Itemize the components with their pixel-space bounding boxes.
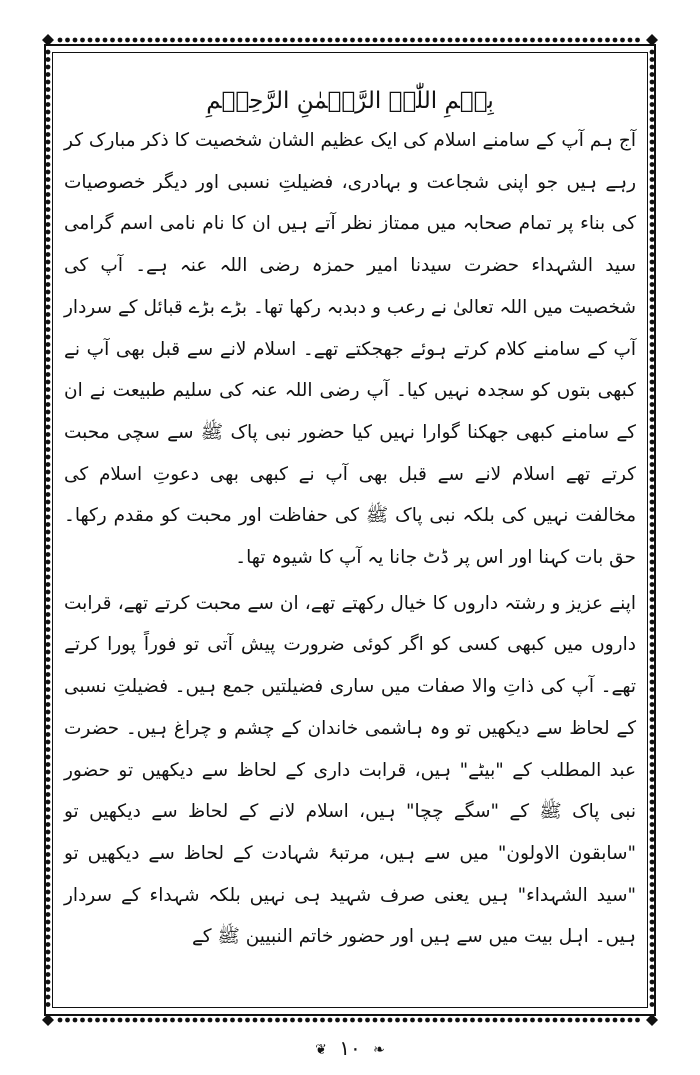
page-number: ۱۰ <box>339 1036 361 1060</box>
paragraph-1: آج ہم آپ کے سامنے اسلام کی ایک عظیم الشان شخصیت کا ذکر مبارک کر رہے ہیں جو اپنی شجاعت و بہادری، فضیلتِ نسبی اور دیگر خصوصیات کی بناء پر تمام صحابہ میں ممتاز نظر آتے ہیں ان کا نام نامی اسم گرامی سید الشہداء حضرت سیدنا امیر حمزہ رضی اللہ عنہ ہے۔ آپ کی شخصیت میں اللہ تعالیٰ نے رعب و دبدبہ رکھا تھا۔ بڑے بڑے قبائل کے سردار آپ کے سامنے کلام کرتے ہوئے جھجکتے تھے۔ اسلام لانے سے قبل بھی آپ نے کبھی بتوں کو سجدہ نہیں کیا۔ آپ رضی اللہ عنہ کی سلیم طبیعت نے ان کے سامنے کبھی جھکنا گوارا نہیں کیا حضور نبی پاک ﷺ سے سچی محبت کرتے تھے اسلام لانے سے قبل بھی آپ نے کبھی بھی دعوتِ اسلام کی مخالفت نہیں کی بلکہ نبی پاک ﷺ کی حفاظت اور محبت کو مقدم رکھا۔ حق بات کہنا اور اس پر ڈٹ جانا یہ آپ کا شیوہ تھا۔ <box>64 130 636 569</box>
ornament-right-icon: ❧ <box>373 1041 385 1058</box>
bismillah-heading: بِسۡمِ اللّٰہِ الرَّحۡمٰنِ الرَّحِیۡمِ <box>206 88 494 114</box>
paragraph-2: اپنے عزیز و رشتہ داروں کا خیال رکھتے تھے، ان سے محبت کرتے تھے، قرابت داروں میں کبھی کسی کو اگر کوئی ضرورت پیش آتی تو فوراً پورا کرتے تھے۔ آپ کی ذاتِ والا صفات میں ساری فضیلتیں جمع ہیں۔ فضیلتِ نسبی کے لحاظ سے دیکھیں تو وہ ہاشمی خاندان کے چشم و چراغ ہیں۔ حضرت عبد المطلب کے "بیٹے" ہیں، قرابت داری کے لحاظ سے دیکھیں تو حضور نبی پاک ﷺ کے "سگے چچا" ہیں، اسلام لانے کے لحاظ سے دیکھیں تو "سابقون الاولون" میں سے ہیں، مرتبۂ شہادت کے لحاظ سے دیکھیں تو "سید الشہداء" ہیں یعنی صرف شہید ہی نہیں بلکہ شہداء کے سردار ہیں۔ اہل بیت میں سے ہیں اور حضور خاتم النبیین ﷺ کے <box>64 592 636 948</box>
ornament-left-icon: ❦ <box>315 1041 327 1058</box>
body-text <box>64 120 636 958</box>
page-number-footer <box>0 1035 700 1063</box>
